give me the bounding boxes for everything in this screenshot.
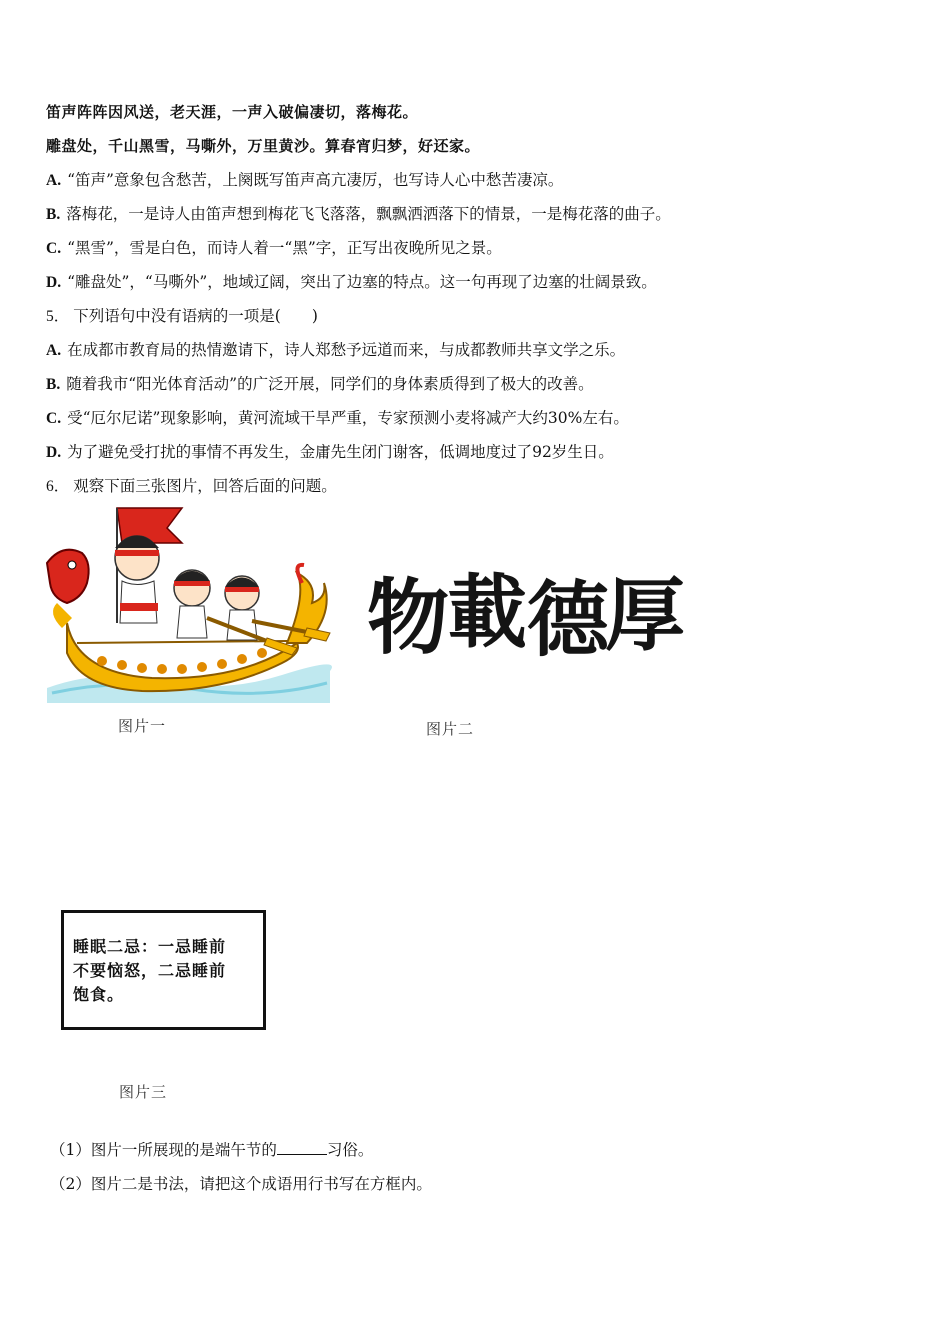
q5-option-b: B. 随着我市“阳光体育活动”的广泛开展，同学们的身体素质得到了极大的改善。 <box>46 375 594 393</box>
q5-stem: 5． 下列语句中没有语病的一项是( ) <box>46 307 318 325</box>
box-line-2: 不要恼怒，二忌睡前 <box>73 961 227 980</box>
box-line-3: 饱食。 <box>73 985 125 1004</box>
q4-option-b: B. 落梅花，一是诗人由笛声想到梅花飞飞落落，飘飘洒洒落下的情景，一是梅花落的曲子。 <box>46 205 671 223</box>
q4-option-d: D. “雕盘处”，“马嘶外”，地域辽阔，突出了边塞的特点。这一句再现了边塞的壮阔景致。 <box>46 273 657 291</box>
q5-option-a: A. 在成都市教育局的热情邀请下，诗人郑愁予远道而来，与成都教师共享文学之乐。 <box>46 341 626 359</box>
q6-sub1: （1）图片一所展现的是端午节的 习俗。 <box>50 1141 374 1159</box>
box-line-1: 睡眠二忌：一忌睡前 <box>73 937 227 956</box>
calligraphy-char-1: 物 <box>367 570 450 666</box>
caption-image-2: 图片二 <box>426 720 475 738</box>
q4-option-c: C. “黑雪”，雪是白色，而诗人着一“黑”字，正写出夜晚所见之景。 <box>46 239 502 257</box>
calligraphy-image <box>362 548 687 673</box>
dragon-boat-illustration <box>42 503 332 708</box>
image-3-box <box>61 910 266 1030</box>
poem-line-1: 笛声阵阵因风送，老天涯，一声入破偏凄切，落梅花。 <box>46 103 419 121</box>
answer-blank[interactable] <box>277 1140 327 1155</box>
caption-image-3: 图片三 <box>119 1083 168 1101</box>
q4-option-a: A. “笛声”意象包含愁苦，上阕既写笛声高亢凄厉，也写诗人心中愁苦凄凉。 <box>46 171 564 189</box>
q5-option-c: C. 受“厄尔尼诺”现象影响，黄河流域干旱严重，专家预测小麦将减产大约30%左右。 <box>46 409 629 427</box>
q6-stem: 6． 观察下面三张图片，回答后面的问题。 <box>46 477 337 495</box>
calligraphy-char-2: 載 <box>447 565 527 659</box>
calligraphy-char-3: 德 <box>527 572 610 668</box>
calligraphy-char-4: 厚 <box>605 568 685 662</box>
caption-image-1: 图片一 <box>118 717 167 735</box>
q6-sub2: （2）图片二是书法，请把这个成语用行书写在方框内。 <box>50 1175 432 1193</box>
dragon-head <box>47 550 89 603</box>
poem-line-2: 雕盘处，千山黑雪，马嘶外，万里黄沙。算春宵归梦，好还家。 <box>46 137 481 155</box>
q5-option-d: D. 为了避免受打扰的事情不再发生，金庸先生闭门谢客，低调地度过了92岁生日。 <box>46 443 614 461</box>
